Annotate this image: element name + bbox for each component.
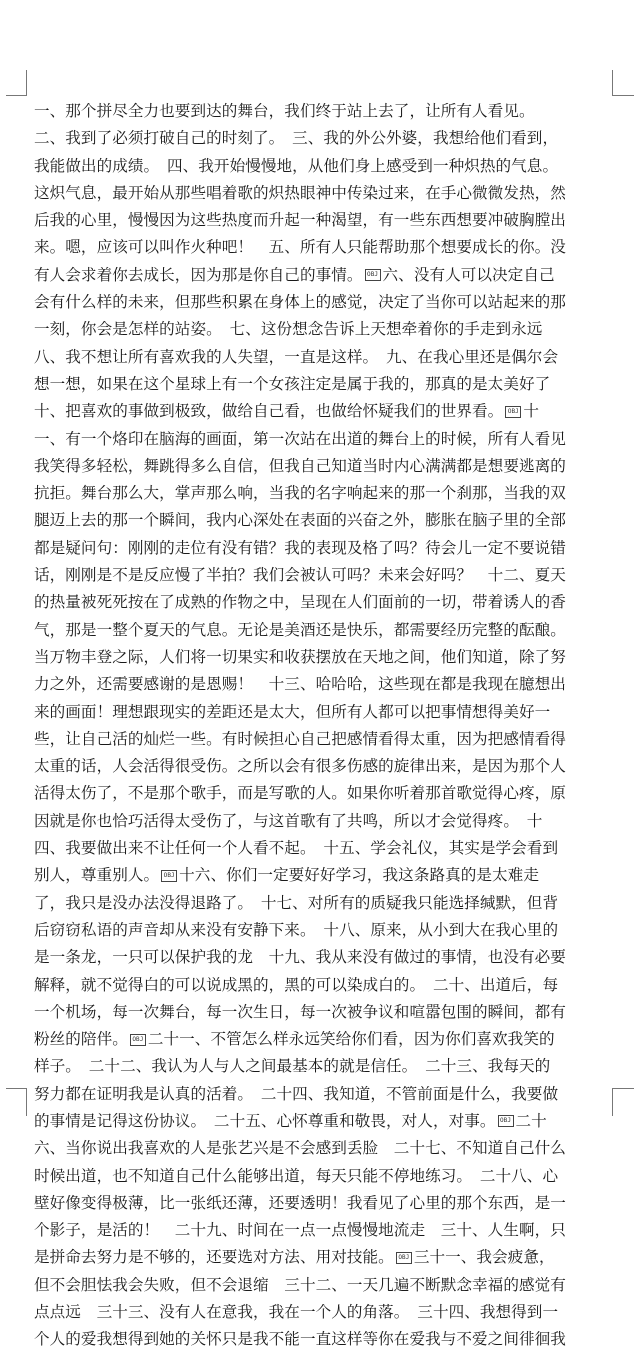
text-segment: 气，那是一整个夏天的气息。无论是美酒还是快乐，都需要经历完整的酝酿。	[34, 620, 566, 639]
text-line	[34, 1026, 624, 1053]
text-segment: 想一想，如果在这个星球上有一个女孩注定是属于我的，那真的是太美好了	[34, 374, 551, 393]
text-line	[34, 234, 624, 261]
object-placeholder-icon: OBJ	[505, 406, 521, 418]
text-line	[34, 453, 624, 480]
text-line	[34, 753, 624, 780]
text-line	[34, 289, 624, 316]
crop-mark-top-right-h	[612, 95, 634, 96]
text-segment: 一刻，你会是怎样的站姿。 七、这份想念告诉上天想牵着你的手走到永远	[34, 320, 543, 339]
object-placeholder-icon: OBJ	[396, 1252, 412, 1264]
text-segment: 后窃窃私语的声音却从来没有安静下来。 十八、原来，从小到大在我心里的	[34, 920, 559, 939]
text-line	[34, 153, 624, 180]
text-line	[34, 262, 624, 289]
text-segment: 十	[523, 402, 539, 421]
text-segment: 是拼命去努力是不够的，还要选对方法、用对技能。	[34, 1248, 394, 1267]
text-line	[34, 207, 624, 234]
text-segment: 样子。 二十二、我认为人与人之间最基本的就是信任。 二十三、我每天的	[34, 1057, 551, 1076]
crop-mark-top-left-v	[26, 70, 27, 96]
text-line	[34, 426, 624, 453]
text-line	[34, 1217, 624, 1244]
text-segment: 二十	[515, 1111, 547, 1130]
text-segment: 八、我不想让所有喜欢我的人失望，一直是这样。 九、在我心里还是偶尔会	[34, 347, 559, 366]
text-line	[34, 1081, 624, 1108]
text-line	[34, 1272, 624, 1299]
text-line	[34, 1244, 624, 1271]
text-segment: 会有什么样的未来，但那些积累在身体上的感觉，决定了当你可以站起来的那	[34, 293, 566, 312]
crop-mark-top-right-v	[612, 70, 613, 96]
text-line	[34, 972, 624, 999]
text-line	[34, 507, 624, 534]
text-segment: 十、把喜欢的事做到极致，做给自己看，也做给怀疑我们的世界看。	[34, 402, 504, 421]
text-line	[34, 562, 624, 589]
text-segment: 但不会胆怯我会失败，但不会退缩 三十二、一天几遍不断默念幸福的感觉有	[34, 1275, 566, 1294]
text-line	[34, 480, 624, 507]
text-segment: 解释，就不觉得白的可以说成黑的，黑的可以染成白的。 二十、出道后，每	[34, 975, 559, 994]
object-placeholder-icon: OBJ	[498, 1115, 514, 1127]
text-segment: 后我的心里，慢慢因为这些热度而升起一种渴望，有一些东西想要冲破胸膛出	[34, 211, 566, 230]
text-segment: 四、我要做出来不让任何一个人看不起。 十五、学会礼仪，其实是学会看到	[34, 839, 559, 858]
text-line	[34, 1299, 624, 1326]
text-line	[34, 1163, 624, 1190]
object-placeholder-icon: OBJ	[130, 1034, 146, 1046]
text-line	[34, 780, 624, 807]
text-segment: 了，我只是没办法没得退路了。 十七、对所有的质疑我只能选择缄默，但背	[34, 893, 559, 912]
text-line	[34, 671, 624, 698]
text-line	[34, 644, 624, 671]
text-segment: 六、没有人可以决定自己	[382, 265, 555, 284]
text-line	[34, 1053, 624, 1080]
text-line	[34, 1326, 624, 1353]
text-line	[34, 589, 624, 616]
text-segment: 二十一、不管怎么样永远笑给你们看，因为你们喜欢我笑的	[147, 1030, 555, 1049]
text-segment: 活得太伤了，不是那个歌手，而是写歌的人。如果你听着那首歌觉得心疼，原	[34, 784, 566, 803]
text-segment: 点点远 三十三、没有人在意我，我在一个人的角落。 三十四、我想得到一	[34, 1303, 559, 1322]
text-segment: 腿迈上去的那一个瞬间，我内心深处在表面的兴奋之外，膨胀在脑子里的全部	[34, 511, 566, 530]
text-segment: 二、我到了必须打破自己的时刻了。 三、我的外公外婆，我想给他们看到，	[34, 129, 559, 148]
text-segment: 时候出道，也不知道自己什么能够出道，每天只能不停地练习。 二十八、心	[34, 1166, 559, 1185]
text-segment: 因就是你也恰巧活得太受伤了，与这首歌有了共鸣，所以才会觉得疼。 十	[34, 811, 543, 830]
text-line	[34, 125, 624, 152]
text-line	[34, 1108, 624, 1135]
text-line	[34, 1190, 624, 1217]
text-segment: 这炽气息，最开始从那些唱着歌的炽热眼神中传染过来，在手心微微发热，然	[34, 183, 566, 202]
text-line	[34, 862, 624, 889]
text-segment: 个影子，是活的！ 二十九、时间在一点一点慢慢地流走 三十、人生啊，只	[34, 1221, 566, 1240]
text-segment: 都是疑问句：刚刚的走位有没有错？我的表现及格了吗？待会儿一定不要说错	[34, 538, 566, 557]
crop-mark-bottom-left-h	[6, 1088, 26, 1089]
text-segment: 一、有一个烙印在脑海的画面，第一次站在出道的舞台上的时候，所有人看见	[34, 429, 566, 448]
text-segment: 有人会求着你去成长，因为那是你自己的事情。	[34, 265, 363, 284]
text-line	[34, 890, 624, 917]
text-segment: 一个机场，每一次舞台，每一次生日，每一次被争议和喧嚣包围的瞬间，都有	[34, 1002, 566, 1021]
text-segment: 些，让自己活的灿烂一些。有时候担心自己把感情看得太重，因为把感情看得	[34, 729, 566, 748]
object-placeholder-icon: OBJ	[365, 269, 381, 281]
text-segment: 我能做出的成绩。 四、我开始慢慢地，从他们身上感受到一种炽热的气息。	[34, 156, 559, 175]
text-line	[34, 617, 624, 644]
text-segment: 我笑得多轻松，舞跳得多么自信，但我自己知道当时内心满满都是想要逃离的	[34, 456, 566, 475]
text-line	[34, 316, 624, 343]
text-line	[34, 999, 624, 1026]
text-segment: 壁好像变得极薄，比一张纸还薄，还要透明！我看见了心里的那个东西，是一	[34, 1193, 566, 1212]
text-segment: 的热量被死死按在了成熟的作物之中，呈现在人们面前的一切，带着诱人的香	[34, 593, 566, 612]
text-line	[34, 699, 624, 726]
text-line	[34, 398, 624, 425]
crop-mark-bottom-left-v	[26, 1088, 27, 1116]
text-segment: 努力都在证明我是认真的活着。 二十四、我知道，不管前面是什么，我要做	[34, 1084, 559, 1103]
text-segment: 话，刚刚是不是反应慢了半拍？我们会被认可吗？未来会好吗？ 十二、夏天	[34, 566, 566, 585]
text-segment: 来。嗯，应该可以叫作火种吧！ 五、所有人只能帮助那个想要成长的你。没	[34, 238, 566, 257]
text-segment: 别人，尊重别人。	[34, 866, 160, 885]
text-segment: 个人的爱我想得到她的关怀只是我不能一直这样等你在爱我与不爱之间徘徊我	[34, 1330, 566, 1349]
text-line	[34, 1135, 624, 1162]
text-line	[34, 835, 624, 862]
text-segment: 力之外，还需要感谢的是恩赐！ 十三、哈哈哈，这些现在都是我现在臆想出	[34, 675, 566, 694]
text-line	[34, 726, 624, 753]
text-segment: 一、那个拼尽全力也要到达的舞台，我们终于站上去了，让所有人看见。	[34, 102, 535, 120]
text-line	[34, 98, 624, 125]
text-line	[34, 371, 624, 398]
text-segment: 来的画面！理想跟现实的差距还是太大，但所有人都可以把事情想得美好一	[34, 702, 551, 721]
text-segment: 是一条龙，一只可以保护我的龙 十九、我从来没有做过的事情，也没有必要	[34, 948, 566, 967]
text-segment: 抗拒。舞台那么大，掌声那么响，当我的名字响起来的那一个刹那，当我的双	[34, 484, 566, 503]
crop-mark-top-left-h	[6, 95, 26, 96]
text-line	[34, 917, 624, 944]
text-segment: 六、当你说出我喜欢的人是张艺兴是不会感到丢脸 二十七、不知道自己什么	[34, 1139, 566, 1158]
text-line	[34, 344, 624, 371]
text-segment: 十六、你们一定要好好学习，我这条路真的是太难走	[179, 866, 539, 885]
text-segment: 粉丝的陪伴。	[34, 1030, 128, 1049]
object-placeholder-icon: OBJ	[161, 870, 177, 882]
document-body	[34, 98, 624, 1354]
text-line	[34, 808, 624, 835]
text-segment: 的事情是记得这份协议。 二十五、心怀尊重和敬畏，对人，对事。	[34, 1111, 496, 1130]
text-line	[34, 944, 624, 971]
text-segment: 当万物丰登之际，人们将一切果实和收获摆放在天地之间，他们知道，除了努	[34, 647, 566, 666]
text-line	[34, 180, 624, 207]
text-segment: 三十一、我会疲惫，	[413, 1248, 555, 1267]
text-segment: 太重的话，人会活得很受伤。之所以会有很多伤感的旋律出来，是因为那个人	[34, 757, 566, 776]
text-line	[34, 535, 624, 562]
